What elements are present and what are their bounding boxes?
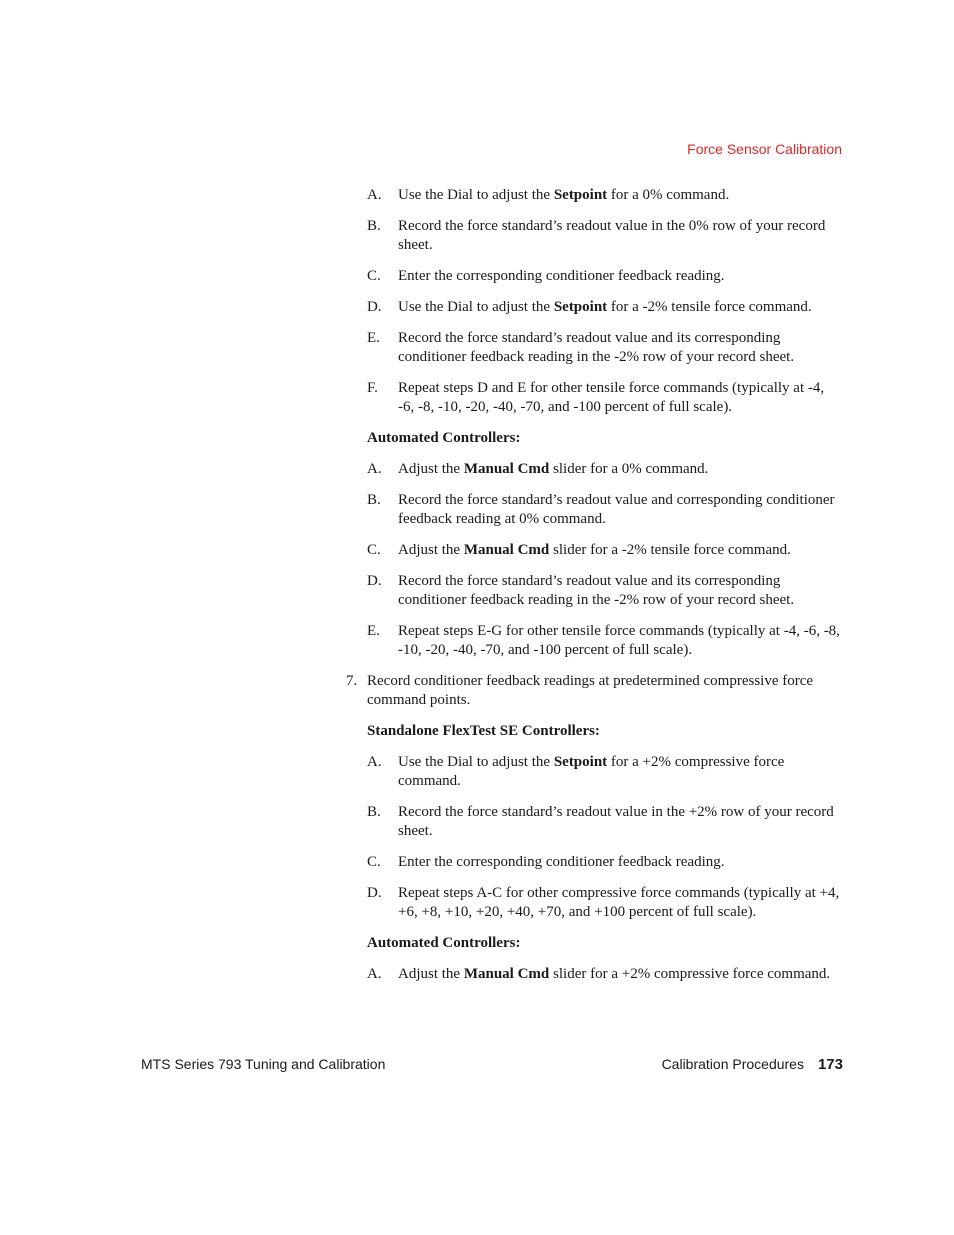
step-text: Adjust the — [398, 966, 464, 982]
step-text: Record the force standard’s readout value and its corresponding conditioner feedback reading in the -2% row of your record sheet. — [398, 573, 795, 608]
step-letter: B. — [367, 804, 381, 820]
running-header: Force Sensor Calibration — [687, 141, 842, 157]
step-text: Enter the corresponding conditioner feedback reading. — [398, 268, 725, 284]
footer-book-title: MTS Series 793 Tuning and Calibration — [141, 1056, 386, 1072]
step-c-1 — [340, 803, 844, 841]
step-7 — [340, 672, 844, 710]
step-text: slider for a +2% compressive force command. — [549, 966, 831, 982]
ui-term: Setpoint — [553, 187, 608, 203]
step-letter: F. — [367, 380, 378, 396]
step-letter: B. — [367, 218, 381, 234]
section-heading-automated: Automated Controllers: — [367, 430, 521, 446]
step-letter: E. — [367, 330, 380, 346]
step-text: Record the force standard’s readout value and its corresponding conditioner feedback reading in the -2% row of your record sheet. — [398, 330, 795, 365]
step-a-0 — [340, 186, 844, 205]
step-text: Adjust the — [398, 542, 464, 558]
step-text: Repeat steps E-G for other tensile force commands (typically at -4, -6, -8, -10, -20, -40, -70, and -100 percent of full scale). — [398, 623, 840, 658]
step-letter: C. — [367, 854, 381, 870]
step-letter: A. — [367, 187, 382, 203]
section-heading-automated-2: Automated Controllers: — [367, 935, 521, 951]
step-text: Repeat steps D and E for other tensile force commands (typically at -4, -6, -8, -10, -20, -40, -70, and -100 percent of full scale). — [398, 380, 825, 415]
page-number: 173 — [817, 1056, 843, 1073]
step-text: Adjust the — [398, 461, 464, 477]
step-text: Use the Dial to adjust the — [398, 754, 554, 770]
ui-term: Manual Cmd — [463, 461, 550, 477]
step-text: Use the Dial to adjust the — [398, 187, 554, 203]
step-letter: D. — [367, 885, 382, 901]
step-letter: A. — [367, 754, 382, 770]
step-a-5 — [340, 379, 844, 417]
step-letter: B. — [367, 492, 381, 508]
step-a-3 — [340, 298, 844, 317]
page-body — [340, 186, 844, 996]
step-letter: E. — [367, 623, 380, 639]
step-text: Enter the corresponding conditioner feedback reading. — [398, 854, 725, 870]
step-letter: D. — [367, 299, 382, 315]
step-text: for a -2% tensile force command. — [607, 299, 812, 315]
step-text: for a +2% compressive force command. — [398, 754, 785, 789]
section-heading-standalone: Standalone FlexTest SE Controllers: — [367, 723, 600, 739]
step-letter: D. — [367, 573, 382, 589]
step-text: slider for a -2% tensile force command. — [549, 542, 791, 558]
step-text: for a 0% command. — [607, 187, 730, 203]
step-a-4 — [340, 329, 844, 367]
step-letter: A. — [367, 966, 382, 982]
step-letter: A. — [367, 461, 382, 477]
step-b-1 — [340, 491, 844, 529]
step-text: slider for a 0% command. — [549, 461, 709, 477]
step-letter: C. — [367, 542, 381, 558]
step-text: Record the force standard’s readout value in the +2% row of your record sheet. — [398, 804, 834, 839]
step-text: Use the Dial to adjust the — [398, 299, 554, 315]
step-c-2 — [340, 853, 844, 872]
step-c-0 — [340, 753, 844, 791]
ui-term: Setpoint — [553, 754, 608, 770]
step-c-3 — [340, 884, 844, 922]
footer-chapter: Calibration Procedures — [661, 1056, 804, 1072]
footer-right — [662, 1056, 843, 1073]
step-text: Repeat steps A-C for other compressive force commands (typically at +4, +6, +8, +10, +20, +40, +70, and +100 percent of full scale). — [398, 885, 840, 920]
step-b-4 — [340, 622, 844, 660]
step-text: Record the force standard’s readout value and corresponding conditioner feedback reading at 0% command. — [398, 492, 835, 527]
step-a-2 — [340, 267, 844, 286]
step-b-2 — [340, 541, 844, 560]
step-letter: C. — [367, 268, 381, 284]
step-text: Record the force standard’s readout value in the 0% row of your record sheet. — [398, 218, 826, 253]
step-text: Record conditioner feedback readings at predetermined compressive force command points. — [367, 673, 814, 708]
step-a-1 — [340, 217, 844, 255]
ui-term: Setpoint — [553, 299, 608, 315]
step-number: 7. — [346, 673, 358, 689]
step-b-3 — [340, 572, 844, 610]
step-b-0 — [340, 460, 844, 479]
ui-term: Manual Cmd — [463, 542, 550, 558]
step-d-0 — [340, 965, 844, 984]
ui-term: Manual Cmd — [463, 966, 550, 982]
